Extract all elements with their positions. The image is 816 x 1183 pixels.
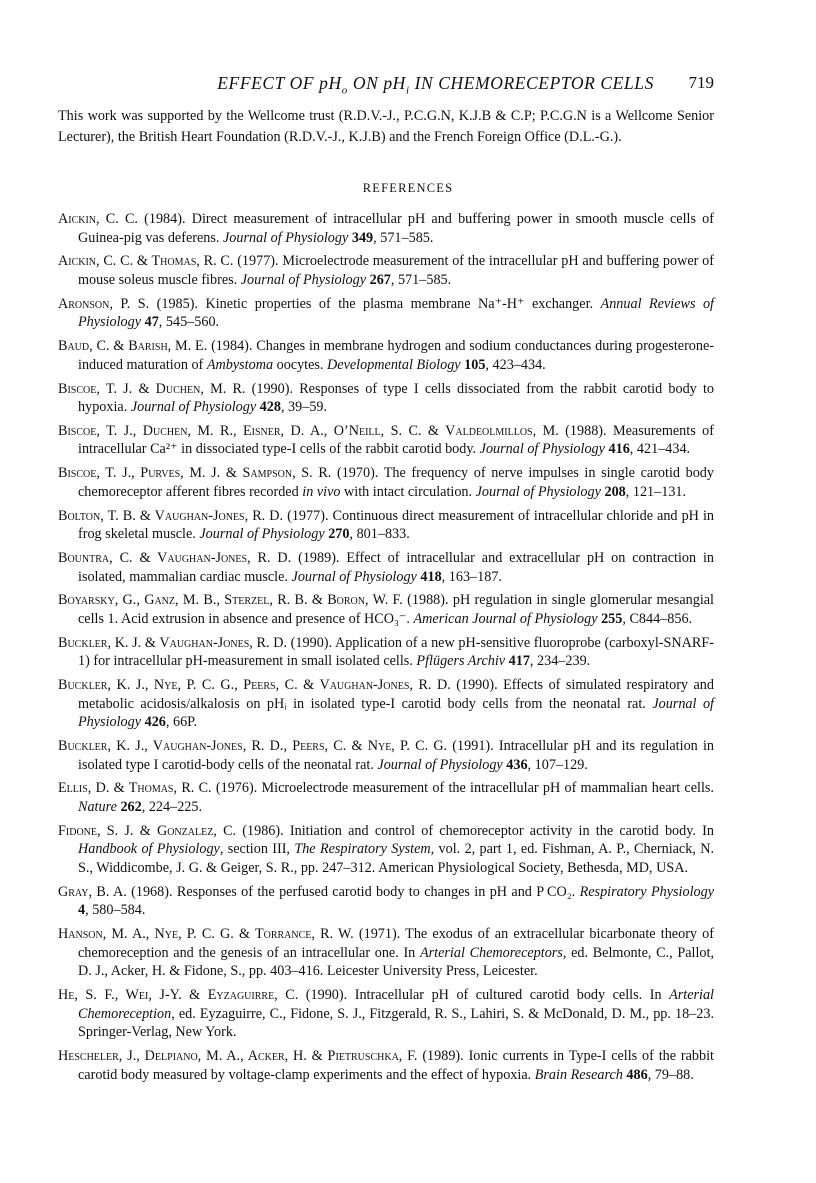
reference-entry: Aickin, C. C. & Thomas, R. C. (1977). Microelectrode measurement of the intracellular pH and buffering power of mouse soleus muscle fibres. Journal of Physiology 267, 571–585. <box>58 253 714 288</box>
reference-entry: Buckler, K. J. & Vaughan-Jones, R. D. (1990). Application of a new pH-sensitive fluoroprobe (carboxyl-SNARF-1) for intracellular pH-measurement in small isolated cells. Pflügers Archiv 417, 234–239. <box>58 634 714 670</box>
reference-entry: Biscoe, T. J., Purves, M. J. & Sampson, S. R. (1970). The frequency of nerve impulses in single carotid body chemoreceptor afferent fibres recorded in vivo with intact circulation. Journal of Physiology 208, 121–131. <box>58 465 714 500</box>
reference-entry: Gray, B. A. (1968). Responses of the perfused carotid body to changes in pH and P CO₂. Respiratory Physiology 4, 580–584. <box>58 883 714 919</box>
reference-entry: Aickin, C. C. (1984). Direct measurement of intracellular pH and buffering power in smooth muscle cells of Guinea-pig vas deferens. Journal of Physiology 349, 571–585. <box>58 211 714 246</box>
running-title: EFFECT OF $pH_o$ ON $pH_i$ IN CHEMORECEPTOR CELLS <box>217 73 654 97</box>
references-heading: REFERENCES <box>362 181 454 195</box>
reference-entry: Boyarsky, G., Ganz, M. B., Sterzel, R. B. & Boron, W. F. (1988). pH regulation in single glomerular mesangial cells 1. Acid extrusion in absence and presence of HCO₃⁻. American Journal of Physiology 255, C844–856. <box>58 592 714 627</box>
running-header <box>58 73 714 99</box>
reference-entry: Hescheler, J., Delpiano, M. A., Acker, H. & Pietruschka, F. (1989). Ionic currents in Type-I cells of the rabbit carotid body measured by voltage-clamp experiments and the effect of hypoxia. Brain Research 486, 79–88. <box>58 1048 714 1083</box>
reference-entry: Bolton, T. B. & Vaughan-Jones, R. D. (1977). Continuous direct measurement of intracellular chloride and pH in frog skeletal muscle. Journal of Physiology 270, 801–833. <box>58 507 715 543</box>
reference-list <box>58 210 714 1090</box>
page-number: 719 <box>688 73 714 92</box>
reference-entry: Bountra, C. & Vaughan-Jones, R. D. (1989). Effect of intracellular and extracellular pH on contraction in isolated, mammalian cardiac muscle. Journal of Physiology 418, 163–187. <box>58 550 715 585</box>
reference-entry: Aronson, P. S. (1985). Kinetic properties of the plasma membrane Na⁺-H⁺ exchanger. Annual Reviews of Physiology 47, 545–560. <box>58 295 714 331</box>
reference-entry: Biscoe, T. J., Duchen, M. R., Eisner, D. A., O’Neill, S. C. & Valdeolmillos, M. (1988). Measurements of intracellular Ca²⁺ in dissociated type-I cells of the rabbit carotid body. Journal of Physiology 416, 421–434. <box>58 422 714 458</box>
reference-entry: Biscoe, T. J. & Duchen, M. R. (1990). Responses of type I cells dissociated from the rabbit carotid body to hypoxia. Journal of Physiology 428, 39–59. <box>58 380 714 416</box>
reference-entry: Ellis, D. & Thomas, R. C. (1976). Microelectrode measurement of the intracellular pH of mammalian heart cells. Nature 262, 224–225. <box>58 780 714 816</box>
reference-entry: Hanson, M. A., Nye, P. C. G. & Torrance, R. W. (1971). The exodus of an extracellular bicarbonate theory of chemoreception and the genesis of an intracellular one. In Arterial Chemoreceptors, ed. Belmonte, C., Pallot, D. J., Acker, H. & Fidone, S., pp. 403–416. Leicester University Press, Leicester. <box>58 926 715 980</box>
acknowledgement: This work was supported by the Wellcome trust (R.D.V.-J., P.C.G.N, K.J.B & C.P; P.C.G.N is a Wellcome Senior Lecturer), the British Heart Foundation (R.D.V.-J., K.J.B) and the French Foreign Office (D.L.-G.). <box>58 108 714 145</box>
reference-entry: Fidone, S. J. & Gonzalez, C. (1986). Initiation and control of chemoreceptor activity in the carotid body. In Handbook of Physiology, section III, The Respiratory System, vol. 2, part 1, ed. Fishman, A. P., Cherniack, N. S., Widdicombe, J. G. & Geiger, S. R., pp. 247–312. American Physiological Society, Bethesda, MD, USA. <box>58 822 714 877</box>
reference-entry: Baud, C. & Barish, M. E. (1984). Changes in membrane hydrogen and sodium conductances during progesterone-induced maturation of Ambystoma oocytes. Developmental Biology 105, 423–434. <box>58 338 715 373</box>
reference-entry: Buckler, K. J., Nye, P. C. G., Peers, C. & Vaughan-Jones, R. D. (1990). Effects of simulated respiratory and metabolic acidosis/alkalosis on pHᵢ in isolated type-I carotid body cells from the neonatal rat. Journal of Physiology 426, 66P. <box>58 677 714 731</box>
reference-entry: He, S. F., Wei, J-Y. & Eyzaguirre, C. (1990). Intracellular pH of cultured carotid body cells. In Arterial Chemoreception, ed. Eyzaguirre, C., Fidone, S. J., Fitzgerald, R. S., Lahiri, S. & McDonald, D. M., pp. 18–23. Springer-Verlag, New York. <box>58 987 715 1041</box>
reference-entry: Buckler, K. J., Vaughan-Jones, R. D., Peers, C. & Nye, P. C. G. (1991). Intracellular pH and its regulation in isolated type I carotid-body cells of the neonatal rat. Journal of Physiology 436, 107–129. <box>58 738 714 773</box>
